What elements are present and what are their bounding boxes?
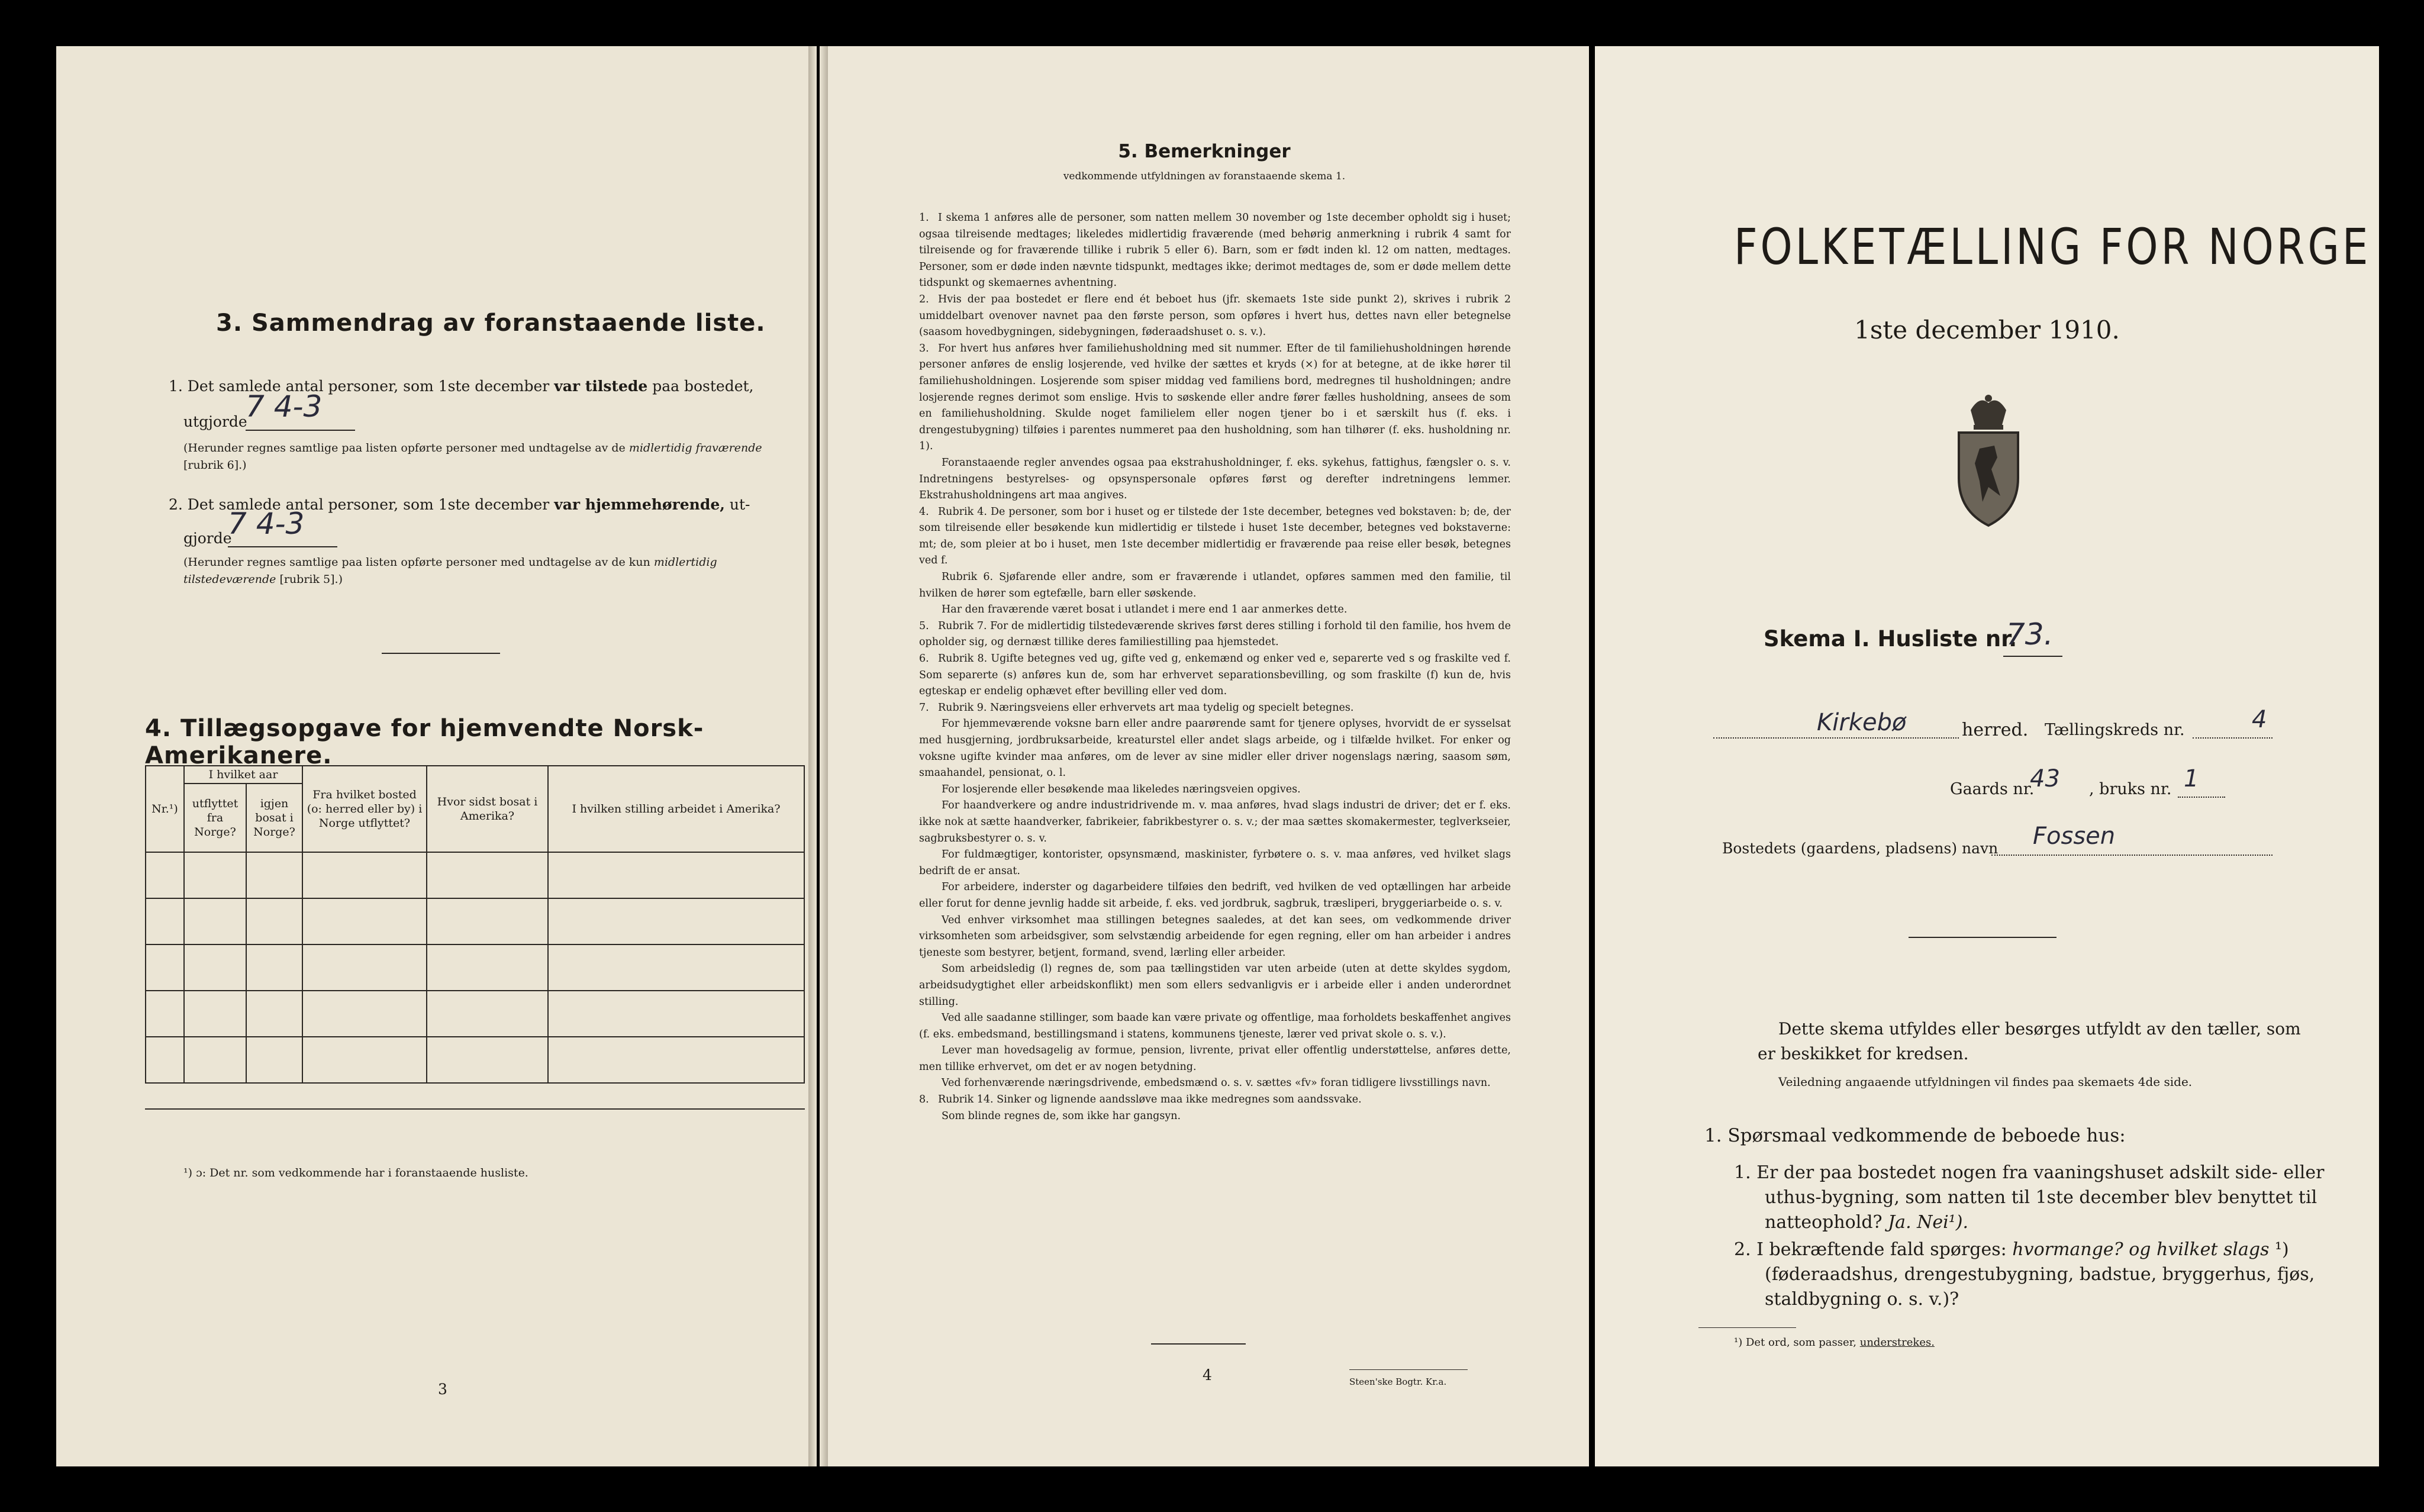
item2-prefix: gjorde [183,530,232,547]
table-cell [548,1037,804,1083]
page-number-3: 3 [438,1381,447,1398]
remark-text: Rubrik 8. Ugifte betegnes ved ug, gifte ved g, enkemænd og enker ved e, separerte ved s og fraskilte ved f. Som separerte (s) anføres kun de, som har erhvervet separationsbevilling, og som fraskilte (f) kun de, hvis egteskap er endelig ophævet efter bevilling eller ved dom. [919,653,1511,698]
remark-text: I skema 1 anføres alle de personer, som natten mellem 30 november og 1ste december opholdt sig i huset; ogsaa tilreisende medtages; likeledes midlertidig fraværende (med behørig anmerkning i rubrik 4 samt for tilreisende og for fraværende tillike i rubrik 5 eller 6). Barn, som er født inden kl. 12 om natten, medtages. Personer, som er døde inden nævnte tidspunkt, medtages ikke; derimot medtages de, som er døde mellem dette tidspunkt og skemaernes avhentning. [919,212,1511,289]
herred-value: Kirkebø [1817,709,1907,736]
remark-text: For hjemmeværende voksne barn eller andre paarørende samt for tjenere oplyses, hvorvidt de er sysselsat med husgjerning, jordbruksarbeide, kreaturstel eller andet slags arbeide, og i tilfælde hvilket. For enker og voksne ugifte kvinder maa anføres, om de lever av sine midler eller driver nogenslags næring, saasom søm, smaahandel, pensionat, o. l. [919,718,1511,779]
census-date: 1ste december 1910. [1854,315,2120,344]
page-fold [820,46,828,1466]
col-year-group: I hvilket aar [184,766,302,784]
table-cell [184,1037,246,1083]
schema-label: Skema I. Husliste nr. [1764,626,2017,652]
kreds-label: Tællingskreds nr. [2045,721,2185,739]
remark-paragraph [919,292,1511,341]
kreds-fill-line [2193,737,2272,739]
table-row [146,991,804,1037]
remark-number: 4. [919,505,929,518]
norway-coat-of-arms-icon [1950,392,2027,528]
table-cell [427,898,548,944]
col-last-residence: Hvor sidst bosat i Amerika? [427,766,548,852]
section4-footnote: ¹) ɔ: Det nr. som vedkommende har i foranstaaende husliste. [183,1166,528,1179]
table-cell [302,944,427,991]
remarks-subtitle: vedkommende utfyldningen av foranstaaende skema 1. [1063,170,1346,182]
remark-text: Rubrik 6. Sjøfarende eller andre, som er fraværende i utlandet, opføres sammen med den familie, til hvilken de hører som egtefælle, barn eller søskende. [919,571,1511,599]
instruction-text: Dette skema utfyldes eller besørges utfyldt av den tæller, som er beskikket for kredsen. [1758,1019,2301,1063]
remark-paragraph [919,700,1511,717]
remark-text: Rubrik 9. Næringsveiens eller erhvervets art maa tydelig og specielt betegnes. [938,701,1354,714]
table-cell [246,852,302,898]
remark-text: Har den fraværende været bosat i utlandet i mere end 1 aar anmerkes dette. [942,604,1348,616]
remark-paragraph [919,602,1511,618]
bruks-fill-line [2178,797,2225,798]
remark-text: Ved alle saadanne stillinger, som baade kan være private og offentlige, maa forholdets beskaffenhet angives (f. eks. embedsmand, bestillingsmand i statens, kommunens tjeneste, lærer ved privat skole o. s. v.). [919,1012,1511,1040]
left-page [56,46,817,1466]
remark-text: For hvert hus anføres hver familiehusholdning med sit nummer. Efter de til familiehusholdningen hørende personer anføres de enslig losjerende, ved hvilke der sættes et kryds (×) for at betegne, at de ikke hører til familiehusholdningen. Losjerende som spiser middag ved familiens bord, medregnes til husholdningen; andre losjerende regnes derimot som enslige. Hvis to søskende eller andre fører fælles husholdning, ansees de som en familiehusholdning. Skulde noget familielem eller nogen tjener bo i et særskilt hus (f. eks. i drengestubygning) tilføies i parentes nummeret paa den husholdning, som han tilhører (f. eks. husholdning nr. 1). [919,342,1511,453]
q1-1: 1. Er der paa bostedet nogen fra vaaningshuset adskilt side- eller uthus-bygning, som natten til 1ste december blev benyttet til natteophold? Ja. Nei¹). [1734,1162,2325,1233]
ornament-rule [1909,937,2056,938]
remark-text: Ved enhver virksomhet maa stillingen betegnes saaledes, at det kan sees, om vedkommende driver virksomheten som arbeidsgiver, som selvstændig arbeidende for egen regning, eller om han arbeider i andres tjeneste som bestyrer, betjent, formand, svend, lærling eller arbeider. [919,914,1511,959]
table-cell [184,944,246,991]
table-cell [146,898,184,944]
remark-text: For arbeidere, inderster og dagarbeidere tilføies den bedrift, ved hvilken de ved optællingen har arbeide eller forut for denne jevnlig hadde sit arbeide, f. eks. ved jordbruk, sagbruk, træsliperi, bryggeriarbeide o. s. v. [919,881,1511,910]
item2-handwritten-value: 7 4-3 [228,507,305,541]
bosted-fill-line [1991,855,2272,856]
remark-paragraph [919,716,1511,781]
remark-paragraph [919,569,1511,602]
remark-paragraph [919,210,1511,292]
table-cell [246,1037,302,1083]
remark-text: Som blinde regnes de, som ikke har gangsyn. [942,1110,1181,1122]
bruks-label: , bruks nr. [2089,780,2172,798]
remark-number: 6. [919,653,929,665]
table-cell [146,1037,184,1083]
husliste-fill-line [2003,656,2062,657]
item2-fill-line [228,546,337,547]
table-cell [427,1037,548,1083]
table-cell [302,852,427,898]
section4-title: 4. Tillægsopgave for hjemvendte Norsk-Amerikanere. [145,715,704,769]
section3-title: 3. Sammendrag av foranstaaende liste. [216,310,766,337]
bosted-value: Fossen [2033,823,2116,850]
item1-handwritten-value: 7 4-3 [246,389,323,424]
col-from-place: Fra hvilket bosted (o: herred eller by) i Norge utflyttet? [302,766,427,852]
table-cell [427,991,548,1037]
table-row [146,852,804,898]
footnote-rule [1698,1327,1796,1328]
right-page [1595,46,2379,1466]
remark-text: For haandverkere og andre industridrivende m. v. maa anføres, hvad slags industri de driver; det er f. eks. ikke nok at sætte haandverker, fabrikeier, fabrikbestyrer o. s. v.; der maa sættes skomakermester, teglverkseier, sagbruksbestyrer o. s. v. [919,799,1511,844]
table-cell [427,852,548,898]
table-cell [302,898,427,944]
husliste-nr-value: 73. [2006,617,2054,652]
remark-paragraph [919,913,1511,962]
remark-text: For fuldmægtiger, kontorister, opsynsmænd, maskinister, fyrbøtere o. s. v. maa anføres, ved hvilket slags bedrift de er ansat. [919,849,1511,877]
table-cell [146,852,184,898]
table-cell [246,944,302,991]
table-cell [246,991,302,1037]
table-cell [548,944,804,991]
remark-paragraph [919,798,1511,847]
remark-paragraph [919,1108,1511,1125]
page-fold [808,46,817,1466]
remark-number: 2. [919,293,929,305]
q1-2: 2. I bekræftende fald spørges: hvormange? og hvilket slags ¹) (føderaadshus, drengestubygning, badstue, bryggerhus, fjøs, staldbygning o. s. v.)? [1734,1239,2315,1310]
remark-paragraph [919,879,1511,912]
item2-note: (Herunder regnes samtlige paa listen opførte personer med undtagelse av de kun midlertidig tilstedeværende [rubrik 5].) [183,556,717,586]
section3-item2: 2. Det samlede antal personer, som 1ste december var hjemmehørende, ut- [169,496,750,513]
footnote: ¹) Det ord, som passer, understrekes. [1734,1336,1935,1349]
table-cell [548,852,804,898]
gaards-label: Gaards nr. [1950,780,2035,798]
page-number-4: 4 [1203,1366,1212,1384]
remark-text: Som arbeidsledig (l) regnes de, som paa tællingstiden var uten arbeide (uten at dette skyldes sygdom, arbeidsudygtighet eller arbeidskonflikt) men som ellers sedvanligvis er i arbeide eller i anden underordnet stilling. [919,963,1511,1008]
remark-text: Ved forhenværende næringsdrivende, embedsmænd o. s. v. sættes «fv» foran tidligere livsstillings navn. [942,1077,1491,1089]
remark-text: Rubrik 7. For de midlertidig tilstedeværende skrives først deres stilling i forhold til den familie, hos hvem de opholder sig, og dernæst tillike deres familiestilling paa hjemstedet. [919,620,1511,649]
item1-fill-line [246,430,355,431]
table-cell [246,898,302,944]
bosted-label: Bostedets (gaardens, pladsens) navn [1722,840,1998,857]
table-cell [548,898,804,944]
remark-number: 7. [919,701,929,714]
herred-fill-line [1713,737,1959,739]
remark-number: 5. [919,620,929,632]
col-nr: Nr.¹) [146,766,184,852]
gaards-value: 43 [2030,765,2060,792]
kreds-value: 4 [2252,706,2267,733]
col-returned: igjen bosat i Norge? [246,784,302,852]
remark-paragraph [919,455,1511,504]
table-cell [184,852,246,898]
section3-item1: 1. Det samlede antal personer, som 1ste december var tilstede paa bostedet, [169,378,754,395]
table-cell [146,991,184,1037]
remark-paragraph [919,651,1511,700]
remark-paragraph [919,847,1511,879]
table-cell [302,991,427,1037]
col-emigrated: utflyttet fra Norge? [184,784,246,852]
remarks-end-rule [1151,1343,1246,1345]
remark-paragraph [919,1043,1511,1075]
table-header-row-1 [146,766,804,784]
main-title: FOLKETÆLLING FOR NORGE [1734,218,2371,276]
remark-text: Rubrik 14. Sinker og lignende aandssløve maa ikke medregnes som aandssvake. [938,1094,1362,1106]
remark-paragraph [919,1010,1511,1043]
printer-mark: Steen'ske Bogtr. Kr.a. [1349,1376,1447,1387]
table-cell [427,944,548,991]
herred-label: herred. [1962,720,2029,740]
table-row [146,1037,804,1083]
section-divider [382,653,500,654]
item1-prefix: utgjorde [183,413,247,430]
table-cell [548,991,804,1037]
table-cell [184,991,246,1037]
table-cell [302,1037,427,1083]
middle-page [820,46,1589,1466]
item1-note: (Herunder regnes samtlige paa listen opførte personer med undtagelse av de midlertidig fraværende [rubrik 6].) [183,441,762,472]
instruction-note: Veiledning angaaende utfyldningen vil findes paa skemaets 4de side. [1778,1075,2193,1089]
printer-rule [1349,1369,1468,1370]
remark-paragraph [919,504,1511,569]
remarks-title: 5. Bemerkninger [1118,141,1291,162]
table-row [146,944,804,991]
remark-text: Rubrik 4. De personer, som bor i huset og er tilstede der 1ste december, betegnes ved bokstaven: b; de, der som tilreisende eller besøkende kun midlertidig er tilstede i huset 1ste december, betegnes ved bokstaverne: mt; de, som pleier at bo i huset, men 1ste december midlertidig er fraværende paa reise eller besøk, betegnes ved f. [919,505,1511,567]
remark-paragraph [919,782,1511,798]
remark-text: Hvis der paa bostedet er flere end ét beboet hus (jfr. skemaets 1ste side punkt 2), skrives i rubrik 2 umiddelbart ovenover navnet paa den første person, som opføres i hvert hus, dettes navn eller betegnelse (saasom hovedbygningen, sidebygningen, føderaadshuset o. s. v.). [919,293,1511,338]
remarks-list [919,210,1511,1124]
remark-text: For losjerende eller besøkende maa likeledes næringsveien opgives. [942,783,1301,795]
remark-number: 1. [919,212,929,224]
remark-paragraph [919,341,1511,455]
table-body [146,852,804,1083]
remark-text: Lever man hovedsagelig av formue, pension, livrente, privat eller offentlig understøttelse, anføres dette, men tillike erhvervet, om det er av nogen betydning. [919,1044,1511,1073]
norsk-amerikanere-table [145,765,805,1084]
remark-paragraph [919,618,1511,651]
remark-number: 3. [919,342,929,354]
q1-title: 1. Spørsmaal vedkommende de beboede hus: [1704,1125,2126,1146]
col-position: I hvilken stilling arbeidet i Amerika? [548,766,804,852]
table-bottom-rule [145,1108,805,1110]
remark-paragraph [919,961,1511,1010]
table-cell [184,898,246,944]
remark-number: 8. [919,1094,929,1106]
table-row [146,898,804,944]
bruks-value: 1 [2184,765,2199,792]
remark-text: Foranstaaende regler anvendes ogsaa paa ekstrahusholdninger, f. eks. sykehus, fattighus, fængsler o. s. v. Indretningens bestyrelses- og opsynspersonale opføres først og derefter indretningens lemmer. Ekstrahusholdningens art maa angives. [919,456,1511,502]
remark-paragraph [919,1092,1511,1108]
table-cell [146,944,184,991]
remark-paragraph [919,1075,1511,1092]
